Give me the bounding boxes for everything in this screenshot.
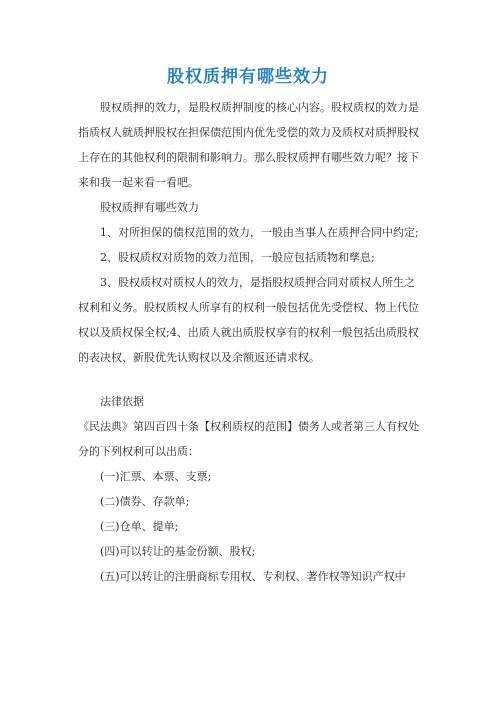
section-heading-effects: 股权质押有哪些效力 [100, 201, 199, 214]
law-item-1: (一)汇票、本票、支票; [100, 470, 212, 483]
law-item-4: (四)可以转让的基金份额、股权; [100, 545, 256, 558]
document-title: 股权质押有哪些效力 [167, 67, 329, 87]
document-body [78, 95, 420, 589]
section-heading-legal-basis: 法律依据 [100, 395, 144, 408]
law-item-5: (五)可以转让的注册商标专用权、专利权、著作权等知识产权中 [100, 570, 406, 583]
effect-point-1: 1、对所担保的债权范围的效力，一般由当事人在质押合同中约定; [100, 226, 419, 239]
law-intro: 《民法典》第四百四十条【权利质权的范围】债务人或者第三人有权处分的下列权利可以出质： [78, 420, 419, 458]
law-item-3: (三)仓单、提单; [100, 520, 179, 533]
effect-point-2: 2、股权质权对质物的效力范围，一般应包括质物和孳息; [100, 251, 375, 264]
paragraph-gap [78, 370, 420, 389]
intro-paragraph: 股权质押的效力，是股权质押制度的核心内容。股权质权的效力是指质权人就质押股权在担保债范围内优先受偿的效力及质权对质押股权上存在的其他权利的限制和影响力。那么股权质押有哪些效力呢？接下来和我一起来看一看吧。 [78, 101, 419, 189]
law-item-2: (二)债券、存款单; [100, 495, 190, 508]
effect-point-3: 3、股权质权对质权人的效力，是指股权质押合同对质权人所生之权利和义务。股权质权人所享有的权利一般包括优先受偿权、物上代位权以及质权保全权;4、出质人就出质股权享有的权利一般包括出质股权的表决权、新股优先认购权以及余额返还请求权。 [78, 276, 419, 364]
